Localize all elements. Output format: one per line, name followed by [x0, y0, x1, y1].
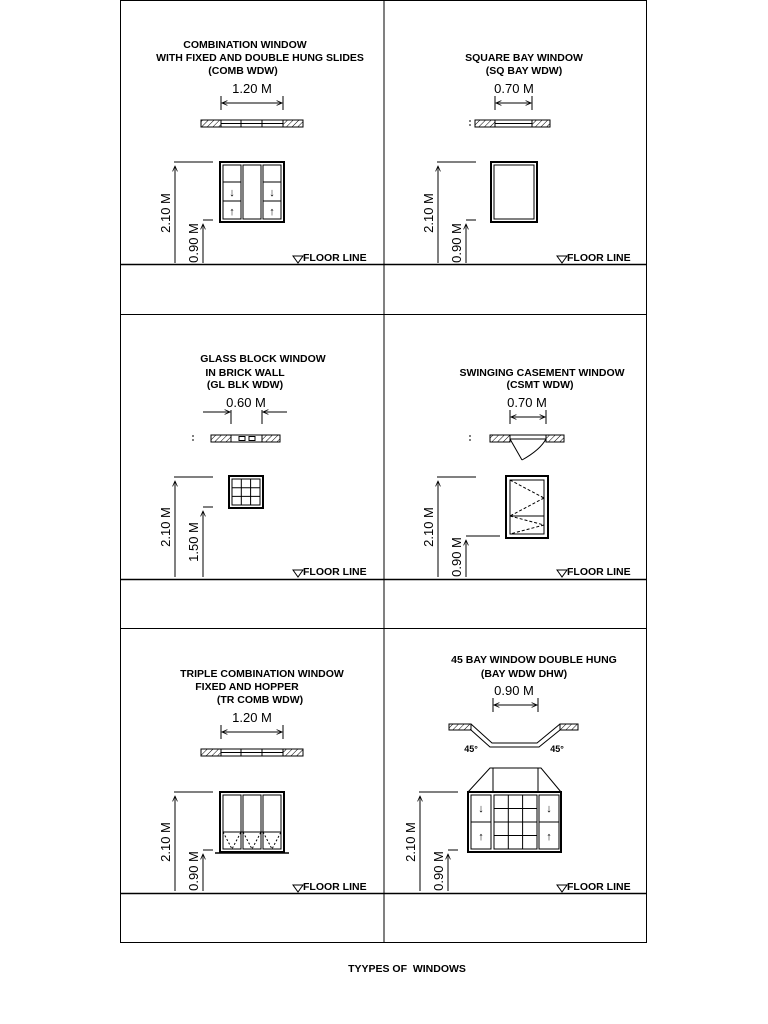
slide-up-icon: ↑ — [229, 206, 235, 218]
width-dimension — [221, 81, 283, 110]
height-dimensions — [158, 162, 213, 263]
height-dimensions — [158, 477, 213, 577]
height-dimensions — [158, 792, 213, 891]
width-value: 0.90 M — [494, 683, 534, 698]
panel-title-line: (CSMT WDW) — [506, 379, 574, 391]
window-plan — [193, 435, 280, 442]
panel-title-line: (SQ BAY WDW) — [485, 65, 563, 77]
sheet-frame — [120, 0, 647, 943]
window-elevation — [491, 162, 537, 222]
panel-glass-block-window — [158, 353, 367, 578]
sill-value: 0.90 M — [449, 537, 464, 577]
window-elevation — [229, 476, 263, 508]
sill-value: 0.90 M — [449, 223, 464, 263]
window-elevation — [506, 476, 548, 538]
floor-line-label: FLOOR LINE — [567, 252, 631, 264]
width-value: 1.20 M — [232, 710, 272, 725]
panel-square-bay-window — [421, 52, 631, 264]
panel-title-line: COMBINATION WINDOW — [183, 39, 307, 51]
height-value: 2.10 M — [421, 193, 436, 233]
window-elevation — [468, 768, 561, 852]
window-elevation — [215, 792, 289, 853]
floor-line-marker — [293, 252, 367, 264]
floor-line-label: FLOOR LINE — [567, 566, 631, 578]
slide-up-icon: ↑ — [478, 831, 484, 843]
window-plan — [201, 120, 303, 127]
window-plan — [470, 435, 564, 460]
panel-title-line: SQUARE BAY WINDOW — [465, 52, 583, 64]
floor-line-marker — [293, 566, 367, 578]
angle-label: 45° — [464, 744, 478, 754]
panel-title-line: (GL BLK WDW) — [206, 379, 284, 391]
panel-title-line: (BAY WDW DHW) — [480, 668, 568, 680]
panel-title-line: (COMB WDW) — [208, 65, 278, 77]
angle-label: 45° — [550, 744, 564, 754]
slide-down-icon: ↓ — [229, 187, 235, 199]
height-value: 2.10 M — [158, 507, 173, 547]
panel-title-line: TRIPLE COMBINATION WINDOW — [180, 668, 344, 680]
panel-title-line: 45 BAY WINDOW DOUBLE HUNG — [451, 654, 617, 666]
height-value: 2.10 M — [403, 822, 418, 862]
height-value: 2.10 M — [158, 193, 173, 233]
width-value: 0.70 M — [507, 395, 547, 410]
height-dimensions — [421, 477, 500, 577]
width-value: 0.70 M — [494, 81, 534, 96]
width-value: 0.60 M — [226, 395, 266, 410]
sill-value: 0.90 M — [186, 851, 201, 891]
floor-line-label: FLOOR LINE — [567, 881, 631, 893]
panel-title-line: IN BRICK WALL — [205, 367, 285, 379]
panel-title-line: GLASS BLOCK WINDOW — [200, 353, 326, 365]
width-dimension — [221, 710, 283, 739]
floor-line-marker — [557, 252, 631, 264]
panel-comb-window — [156, 39, 367, 264]
slide-up-icon: ↑ — [269, 206, 275, 218]
slide-down-icon: ↓ — [546, 803, 552, 815]
floor-line-label: FLOOR LINE — [303, 881, 367, 893]
floor-line-label: FLOOR LINE — [303, 566, 367, 578]
width-dimension — [493, 683, 538, 712]
window-plan — [201, 749, 303, 756]
height-dimensions — [421, 162, 476, 263]
window-elevation — [220, 162, 284, 222]
panel-title-line: SWINGING CASEMENT WINDOW — [459, 367, 625, 379]
panel-title-line: WITH FIXED AND DOUBLE HUNG SLIDES — [156, 52, 364, 64]
sill-value: 1.50 M — [186, 522, 201, 562]
panel-triple-comb-window — [158, 668, 367, 893]
width-value: 1.20 M — [232, 81, 272, 96]
panel-title-line: (TR COMB WDW) — [216, 694, 304, 706]
panel-title-line: FIXED AND HOPPER — [195, 681, 299, 693]
sill-value: 0.90 M — [186, 223, 201, 263]
panel-casement-window — [421, 367, 631, 578]
floor-line-marker — [557, 881, 631, 893]
width-dimension — [494, 81, 534, 110]
slide-up-icon: ↑ — [546, 831, 552, 843]
width-dimension — [507, 395, 547, 424]
floor-line-marker — [293, 881, 367, 893]
slide-down-icon: ↓ — [269, 187, 275, 199]
window-plan — [449, 724, 578, 754]
floor-line-label: FLOOR LINE — [303, 252, 367, 264]
height-dimensions — [403, 792, 458, 891]
slide-down-icon: ↓ — [478, 803, 484, 815]
window-plan — [470, 120, 550, 127]
width-dimension — [203, 395, 287, 424]
height-value: 2.10 M — [158, 822, 173, 862]
sill-value: 0.90 M — [431, 851, 446, 891]
floor-line-marker — [557, 566, 631, 578]
panel-45-bay-window — [403, 654, 631, 893]
height-value: 2.10 M — [421, 507, 436, 547]
sheet-title: TYYPES OF WINDOWS — [348, 963, 466, 975]
